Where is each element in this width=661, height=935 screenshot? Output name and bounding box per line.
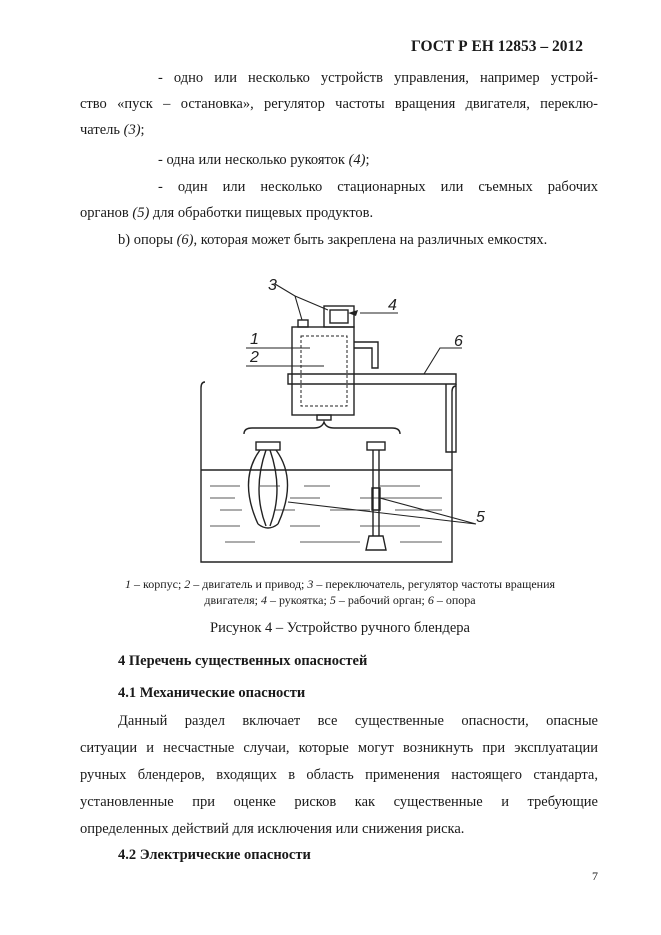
list-item-handles: - одна или несколько рукояток (4);	[158, 152, 370, 168]
label-1: 1	[250, 331, 259, 348]
list-item-controls-line1: - одно или несколько устройств управления, например устрой-	[158, 70, 598, 86]
list-item-tools-line2: органов (5) для обработки пищевых продуктов.	[80, 205, 374, 221]
stick-shaft	[373, 450, 379, 536]
paragraph-line: определенных действий для исключения или снижения риска.	[80, 821, 465, 837]
whisk-head	[256, 442, 280, 450]
handle-inner	[330, 310, 348, 323]
switch	[298, 320, 308, 327]
whisk-tool	[248, 450, 287, 528]
list-item-controls-line3: чатель (3);	[80, 122, 145, 138]
list-item-controls-line2: ство «пуск – остановка», регулятор частоты вращения двигателя, переклю-	[80, 96, 598, 112]
list-item-tools-line1: - один или несколько стационарных или съемных рабочих	[158, 179, 598, 195]
motor-and-drive	[301, 336, 347, 406]
handle-block	[324, 306, 354, 327]
blender-diagram	[180, 270, 500, 570]
container-left-lip	[201, 382, 205, 470]
leader-3	[275, 284, 328, 320]
list-item-support: b) опоры (6), которая может быть закреплена на различных емкостях.	[118, 232, 548, 248]
paragraph-line: Данный раздел включает все существенные опасности, опасные	[118, 713, 598, 729]
paragraph-line: ручных блендеров, входящих в область применения настоящего стандарта,	[80, 767, 598, 783]
leader-4-arrow	[348, 310, 358, 316]
label-2: 2	[250, 349, 259, 366]
paragraph-line: установленные при оценке рисков как существенные и требующие	[80, 794, 598, 810]
label-5: 5	[476, 509, 485, 526]
brace	[244, 422, 400, 434]
container-outline	[201, 470, 452, 562]
leader-6	[424, 348, 462, 374]
stick-head	[367, 442, 385, 450]
page-number: 7	[592, 869, 598, 883]
figure-legend-line2: двигателя; 4 – рукоятка; 5 – рабочий орган; 6 – опора	[204, 593, 476, 607]
support-leg	[446, 384, 456, 452]
leader-5	[288, 498, 476, 524]
label-3: 3	[268, 277, 277, 294]
coupling	[317, 415, 331, 420]
figure-legend-line1: 1 – корпус; 2 – двигатель и привод; 3 – переключатель, регулятор частоты вращения	[124, 577, 556, 591]
label-4: 4	[388, 297, 397, 314]
support-arm	[288, 374, 456, 384]
section-4-2-heading: 4.2 Электрические опасности	[118, 847, 311, 863]
side-outlet	[354, 342, 378, 368]
liquid-hatching	[210, 486, 442, 542]
section-4-1-heading: 4.1 Механические опасности	[118, 685, 306, 701]
stick-blade	[366, 536, 386, 550]
paragraph-line: ситуации и несчастные случаи, которые могут возникнуть при эксплуатации	[80, 740, 598, 756]
section-4-heading: 4 Перечень существенных опасностей	[118, 653, 368, 669]
document-header: ГОСТ Р ЕН 12853 – 2012	[411, 38, 583, 55]
figure-title: Рисунок 4 – Устройство ручного блендера	[210, 620, 470, 636]
label-6: 6	[454, 333, 463, 350]
